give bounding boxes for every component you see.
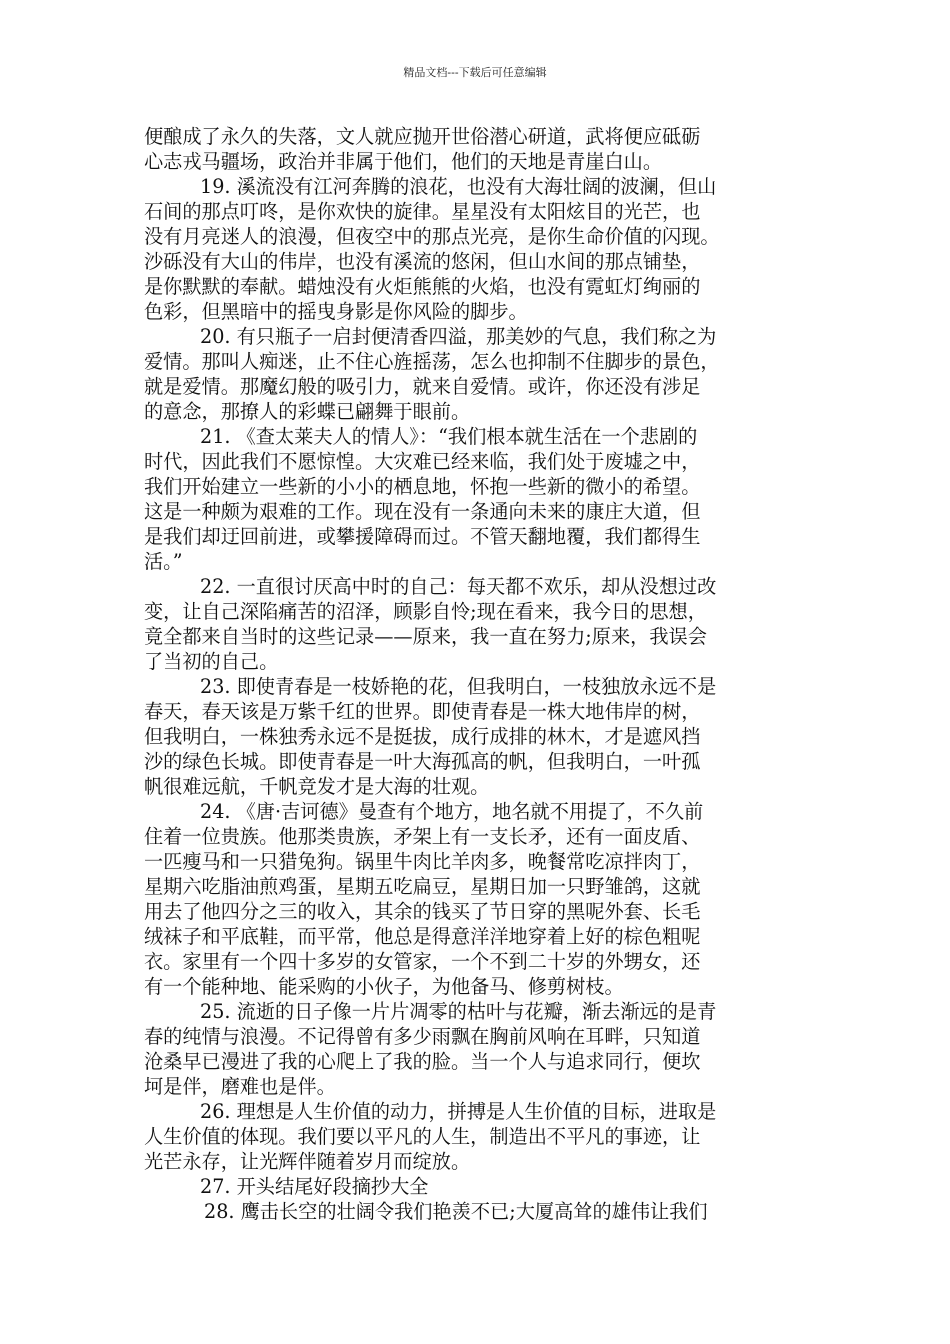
text-line: 是我们却迂回前进，或攀援障碍而过。不管天翻地覆，我们都得生 xyxy=(144,525,701,548)
text-line: 我们开始建立一些新的小小的栖息地，怀抱一些新的微小的希望。 xyxy=(144,475,701,498)
text-line: 了当初的自己。 xyxy=(144,650,279,673)
text-line: 20. 有只瓶子一启封便清香四溢，那美妙的气息，我们称之为 xyxy=(200,325,717,348)
text-line: 沧桑早已漫进了我的心爬上了我的脸。当一个人与追求同行，便坎 xyxy=(144,1050,701,1073)
text-line: 石间的那点叮咚，是你欢快的旋律。星星没有太阳炫目的光芒，也 xyxy=(144,200,701,223)
text-line: 22. 一直很讨厌高中时的自己：每天都不欢乐，却从没想过改 xyxy=(200,575,717,598)
text-line: 一匹瘦马和一只猎兔狗。锅里牛肉比羊肉多，晚餐常吃凉拌肉丁， xyxy=(144,850,701,873)
text-line: 坷是伴，磨难也是伴。 xyxy=(144,1075,336,1098)
text-line: 没有月亮迷人的浪漫，但夜空中的那点光亮，是你生命价值的闪现。 xyxy=(144,225,720,248)
text-line: 帆很难远航，千帆竞发才是大海的壮观。 xyxy=(144,775,490,798)
text-line: 19. 溪流没有江河奔腾的浪花，也没有大海壮阔的波澜，但山 xyxy=(200,175,717,198)
text-line: 是你默默的奉献。蜡烛没有火炬熊熊的火焰，也没有霓虹灯绚丽的 xyxy=(144,275,701,298)
text-line: 沙砾没有大山的伟岸，也没有溪流的悠闲，但山水间的那点铺垫， xyxy=(144,250,701,273)
text-line: 竟全都来自当时的这些记录——原来，我一直在努力;原来，我误会 xyxy=(144,625,707,648)
text-line: 心志戎马疆场，政治并非属于他们，他们的天地是青崖白山。 xyxy=(144,150,663,173)
text-line: 这是一种颇为艰难的工作。现在没有一条通向未来的康庄大道，但 xyxy=(144,500,701,523)
text-line: 但我明白，一株独秀永远不是挺拔，成行成排的林木，才是遮风挡 xyxy=(144,725,701,748)
text-line: 有一个能种地、能采购的小伙子，为他备马、修剪树枝。 xyxy=(144,975,624,998)
text-line: 活。” xyxy=(144,550,183,573)
text-line: 住着一位贵族。他那类贵族，矛架上有一支长矛，还有一面皮盾、 xyxy=(144,825,701,848)
text-line: 时代，因此我们不愿惊惶。大灾难已经来临，我们处于废墟之中， xyxy=(144,450,701,473)
text-line: 光芒永存，让光辉伴随着岁月而绽放。 xyxy=(144,1150,471,1173)
document-body xyxy=(144,124,809,1224)
text-line: 沙的绿色长城。即使青春是一叶大海孤高的帆，但我明白，一叶孤 xyxy=(144,750,701,773)
text-line: 绒袜子和平底鞋，而平常，他总是得意洋洋地穿着上好的棕色粗呢 xyxy=(144,925,701,948)
text-line: 就是爱情。那魔幻般的吸引力，就来自爱情。或许，你还没有涉足 xyxy=(144,375,701,398)
text-line: 星期六吃脂油煎鸡蛋，星期五吃扁豆，星期日加一只野雏鸽，这就 xyxy=(144,875,701,898)
text-line: 用去了他四分之三的收入，其余的钱买了节日穿的黑呢外套、长毛 xyxy=(144,900,701,923)
text-line: 25. 流逝的日子像一片片凋零的枯叶与花瓣，渐去渐远的是青 xyxy=(200,1000,717,1023)
text-line: 28. 鹰击长空的壮阔令我们艳羡不已;大厦高耸的雄伟让我们 xyxy=(204,1200,708,1223)
text-line: 人生价值的体现。我们要以平凡的人生，制造出不平凡的事迹，让 xyxy=(144,1125,701,1148)
text-line: 色彩，但黑暗中的摇曳身影是你风险的脚步。 xyxy=(144,300,528,323)
text-line: 爱情。那叫人痴迷，止不住心旌摇荡，怎么也抑制不住脚步的景色， xyxy=(144,350,720,373)
page-header: 精品文档---下载后可任意编辑 xyxy=(403,66,547,79)
text-line: 衣。家里有一个四十多岁的女管家，一个不到二十岁的外甥女，还 xyxy=(144,950,701,973)
text-line: 24. 《唐·吉诃德》曼查有个地方，地名就不用提了，不久前 xyxy=(200,800,704,823)
text-line: 23. 即使青春是一枝娇艳的花，但我明白，一枝独放永远不是 xyxy=(200,675,717,698)
text-line: 26. 理想是人生价值的动力，拼搏是人生价值的目标，进取是 xyxy=(200,1100,717,1123)
text-line: 春天，春天该是万紫千红的世界。即使青春是一株大地伟岸的树， xyxy=(144,700,701,723)
text-line: 春的纯情与浪漫。不记得曾有多少雨飘在胸前风响在耳畔，只知道 xyxy=(144,1025,701,1048)
text-line: 的意念，那撩人的彩蝶已翩舞于眼前。 xyxy=(144,400,471,423)
text-line: 21. 《查太莱夫人的情人》：“我们根本就生活在一个悲剧的 xyxy=(200,425,698,448)
text-line: 便酿成了永久的失落，文人就应抛开世俗潜心研道，武将便应砥砺 xyxy=(144,125,701,148)
text-line: 27. 开头结尾好段摘抄大全 xyxy=(200,1175,429,1198)
text-line: 变，让自己深陷痛苦的沼泽，顾影自怜;现在看来，我今日的思想， xyxy=(144,600,707,623)
